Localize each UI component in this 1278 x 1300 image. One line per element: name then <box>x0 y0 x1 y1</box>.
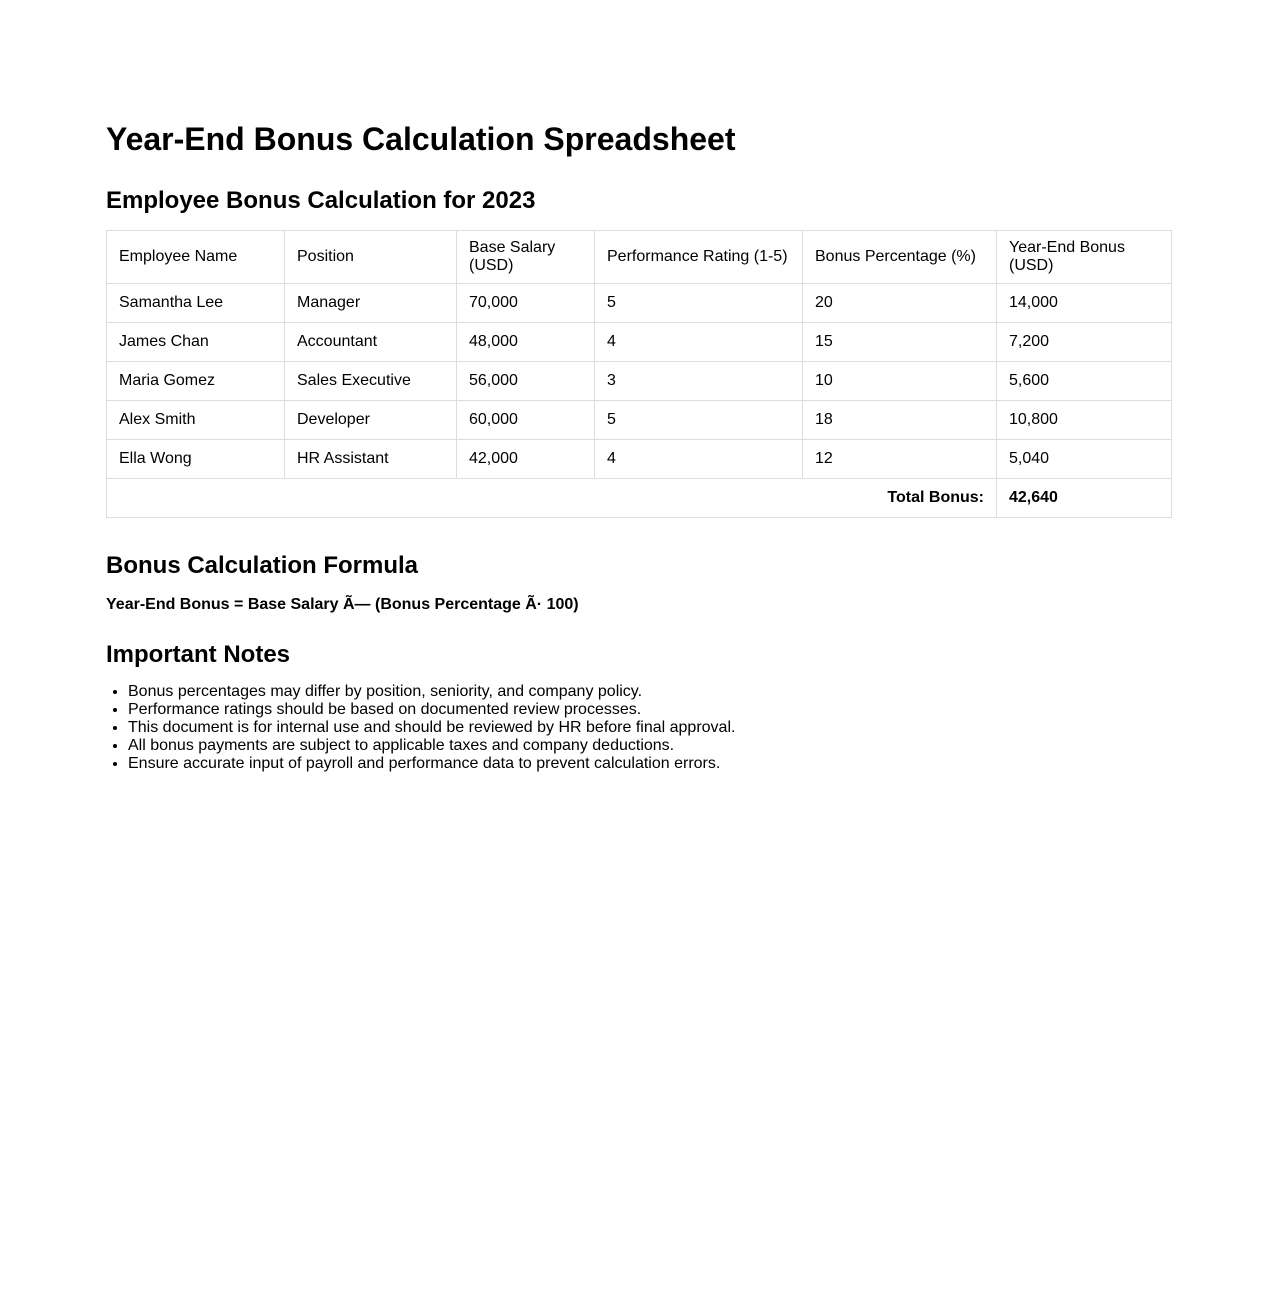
list-item: • Ensure accurate input of payroll and performance data to prevent calculation errors. <box>128 755 1172 773</box>
cell-employee-name: Ella Wong <box>107 440 285 479</box>
cell-performance-rating: 4 <box>595 440 803 479</box>
cell-base-salary: 42,000 <box>457 440 595 479</box>
list-item: • This document is for internal use and should be reviewed by HR before final approval. <box>128 719 1172 737</box>
cell-bonus-percentage: 18 <box>803 401 997 440</box>
cell-year-end-bonus: 5,600 <box>997 362 1172 401</box>
table-header-row <box>107 231 1172 284</box>
cell-year-end-bonus: 7,200 <box>997 323 1172 362</box>
cell-base-salary: 70,000 <box>457 284 595 323</box>
cell-year-end-bonus: 10,800 <box>997 401 1172 440</box>
formula-heading: Bonus Calculation Formula <box>106 552 419 579</box>
cell-bonus-percentage: 10 <box>803 362 997 401</box>
cell-employee-name: Samantha Lee <box>107 284 285 323</box>
notes-list <box>106 683 1172 773</box>
cell-base-salary: 48,000 <box>457 323 595 362</box>
cell-position: HR Assistant <box>285 440 457 479</box>
column-header-bonus-percentage: Bonus Percentage (%) <box>803 231 997 284</box>
table-row <box>107 440 1172 479</box>
cell-position: Accountant <box>285 323 457 362</box>
list-item: • Bonus percentages may differ by position, seniority, and company policy. <box>128 683 1172 701</box>
total-row <box>107 479 1172 518</box>
list-item: • Performance ratings should be based on documented review processes. <box>128 701 1172 719</box>
table-row <box>107 362 1172 401</box>
table-row <box>107 401 1172 440</box>
column-header-performance-rating: Performance Rating (1-5) <box>595 231 803 284</box>
cell-employee-name: Alex Smith <box>107 401 285 440</box>
column-header-position: Position <box>285 231 457 284</box>
cell-base-salary: 60,000 <box>457 401 595 440</box>
total-bonus-value: 42,640 <box>997 479 1172 518</box>
cell-employee-name: James Chan <box>107 323 285 362</box>
list-item: • All bonus payments are subject to applicable taxes and company deductions. <box>128 737 1172 755</box>
cell-bonus-percentage: 20 <box>803 284 997 323</box>
cell-base-salary: 56,000 <box>457 362 595 401</box>
cell-position: Sales Executive <box>285 362 457 401</box>
cell-employee-name: Maria Gomez <box>107 362 285 401</box>
page-title: Year-End Bonus Calculation Spreadsheet <box>106 121 736 157</box>
notes-heading: Important Notes <box>106 641 291 668</box>
cell-position: Developer <box>285 401 457 440</box>
column-header-year-end-bonus: Year-End Bonus (USD) <box>997 231 1172 284</box>
cell-bonus-percentage: 15 <box>803 323 997 362</box>
cell-year-end-bonus: 5,040 <box>997 440 1172 479</box>
table-row <box>107 284 1172 323</box>
total-bonus-label: Total Bonus: <box>107 479 997 518</box>
table-heading: Employee Bonus Calculation for 2023 <box>106 187 536 214</box>
cell-performance-rating: 4 <box>595 323 803 362</box>
cell-performance-rating: 3 <box>595 362 803 401</box>
cell-performance-rating: 5 <box>595 284 803 323</box>
cell-position: Manager <box>285 284 457 323</box>
table-row <box>107 323 1172 362</box>
column-header-base-salary: Base Salary (USD) <box>457 231 595 284</box>
cell-year-end-bonus: 14,000 <box>997 284 1172 323</box>
bonus-table <box>106 230 1172 518</box>
bonus-formula: Year-End Bonus = Base Salary Ã— (Bonus Percentage Ã· 100) <box>106 596 579 613</box>
cell-performance-rating: 5 <box>595 401 803 440</box>
column-header-employee-name: Employee Name <box>107 231 285 284</box>
cell-bonus-percentage: 12 <box>803 440 997 479</box>
